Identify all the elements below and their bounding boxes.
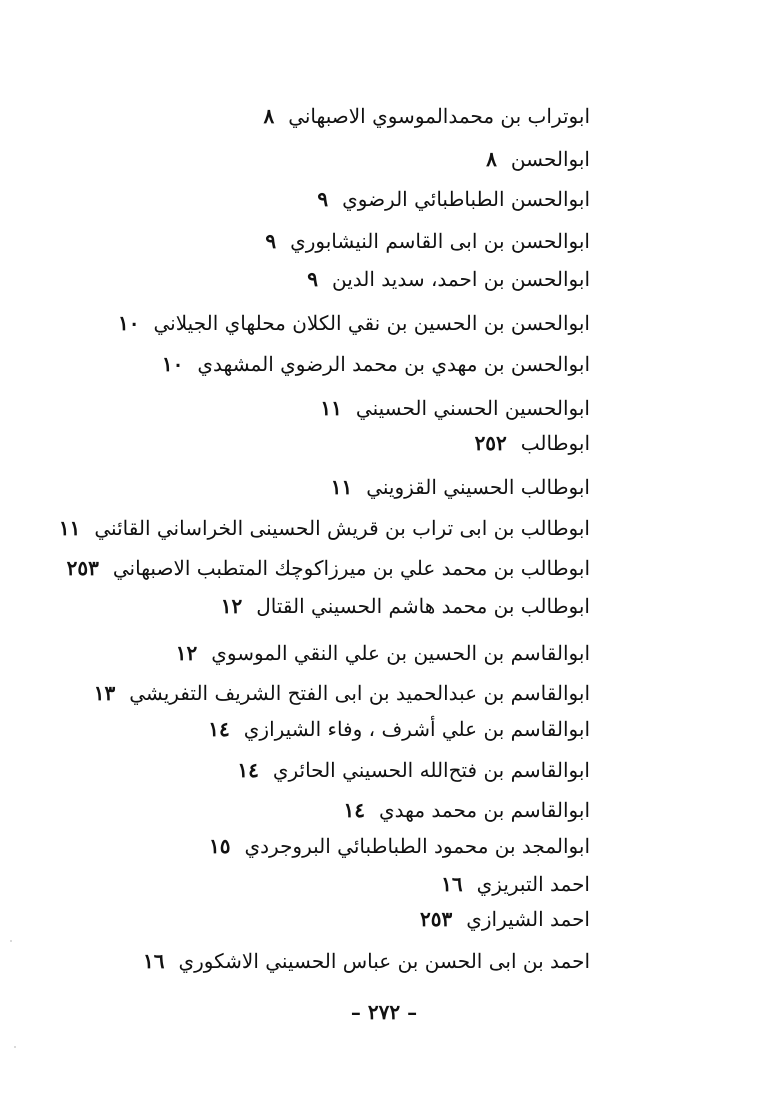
index-entry <box>237 757 590 783</box>
entry-name: ابوطالب بن ابى تراب بن قريش الحسينى الخراساني القائني <box>94 516 590 540</box>
page-number: – ٢٧٢ – <box>350 1000 418 1024</box>
entry-name: ابوطالب بن محمد هاشم الحسيني القتال <box>256 594 590 618</box>
entry-name: ابوالحسن <box>510 147 590 171</box>
index-entry <box>420 906 590 932</box>
entry-name: ابوطالب الحسيني القزويني <box>366 475 590 499</box>
entry-name: ابوتراب بن محمدالموسوي الاصبهاني <box>288 104 590 128</box>
entry-name: احمد التبريزي <box>476 872 590 896</box>
index-entry <box>143 948 590 974</box>
index-entry <box>263 103 590 129</box>
index-entry <box>265 228 590 254</box>
entry-name: ابوطالب <box>520 431 590 455</box>
index-entry <box>317 186 590 212</box>
index-entry <box>208 716 590 742</box>
entry-page-number: ٩ <box>265 229 277 253</box>
entry-name: ابوالقاسم بن محمد مهدي <box>378 798 590 822</box>
entry-name: ابوالحسن بن ابى القاسم النيشابوري <box>290 229 590 253</box>
entry-page-number: ١١ <box>330 475 353 499</box>
index-entry <box>331 474 590 500</box>
index-entry <box>221 593 590 619</box>
entry-page-number: ١٠ <box>118 311 140 335</box>
entry-page-number: ١٤ <box>343 798 365 822</box>
index-entry <box>307 266 590 292</box>
index-entry <box>59 515 590 541</box>
index-entry <box>118 310 590 336</box>
entry-name: احمد الشيرازي <box>466 907 590 931</box>
entry-name: ابوالقاسم بن علي أشرف ، وفاء الشيرازي <box>243 717 590 741</box>
index-entry <box>441 871 590 897</box>
entry-name: ابوطالب بن محمد علي بن ميرزاكوچك المتطبب الاصبهاني <box>112 556 590 580</box>
entry-page-number: ١٤ <box>208 717 230 741</box>
entry-page-number: ٢٥٢ <box>474 431 507 455</box>
entry-name: ابوالحسين الحسني الحسيني <box>355 396 590 420</box>
entry-page-number: ٨ <box>486 147 497 171</box>
entry-page-number: ١٦ <box>441 872 463 896</box>
entry-name: ابوالقاسم بن عبدالحميد بن ابى الفتح الشريف التفريشي <box>129 681 590 705</box>
index-entry <box>162 351 590 377</box>
entry-name: ابوالحسن الطباطبائي الرضوي <box>342 187 590 211</box>
entry-page-number: ١١ <box>58 516 81 540</box>
scan-speck <box>10 940 12 942</box>
entry-name: ابوالمجد بن محمود الطباطبائي البروجردي <box>244 834 590 858</box>
entry-page-number: ١٣ <box>93 681 116 705</box>
entry-page-number: ١٥ <box>208 834 231 858</box>
entry-page-number: ١٢ <box>175 641 198 665</box>
entry-page-number: ٨ <box>263 104 275 128</box>
entry-page-number: ١٢ <box>220 594 243 618</box>
index-entry <box>344 797 591 823</box>
entry-page-number: ٩ <box>307 267 318 291</box>
entry-name: ابوالحسن بن الحسين بن نقي الكلان محلهاي الجيلاني <box>153 311 590 335</box>
entry-page-number: ١١ <box>320 396 342 420</box>
entry-page-number: ١٠ <box>161 352 184 376</box>
index-entry <box>475 430 590 456</box>
index-entry <box>486 146 590 172</box>
entry-name: احمد بن ابى الحسن بن عباس الحسيني الاشكوري <box>178 949 590 973</box>
index-entry <box>94 680 590 706</box>
scan-speck <box>14 1046 16 1048</box>
entry-page-number: ١٦ <box>143 949 165 973</box>
entry-name: ابوالحسن بن احمد، سديد الدين <box>332 267 590 291</box>
entry-page-number: ٩ <box>317 187 329 211</box>
index-entry <box>67 555 590 581</box>
entry-name: ابوالحسن بن مهدي بن محمد الرضوي المشهدي <box>197 352 590 376</box>
index-entry <box>209 833 590 859</box>
index-entry <box>176 640 590 666</box>
index-entry <box>320 395 590 421</box>
entry-name: ابوالقاسم بن الحسين بن علي النقي الموسوي <box>211 641 590 665</box>
entry-page-number: ١٤ <box>237 758 259 782</box>
entry-page-number: ٢٥٣ <box>66 556 99 580</box>
entry-page-number: ٢٥٣ <box>419 907 453 931</box>
entry-name: ابوالقاسم بن فتح‌الله الحسيني الحائري <box>272 758 590 782</box>
